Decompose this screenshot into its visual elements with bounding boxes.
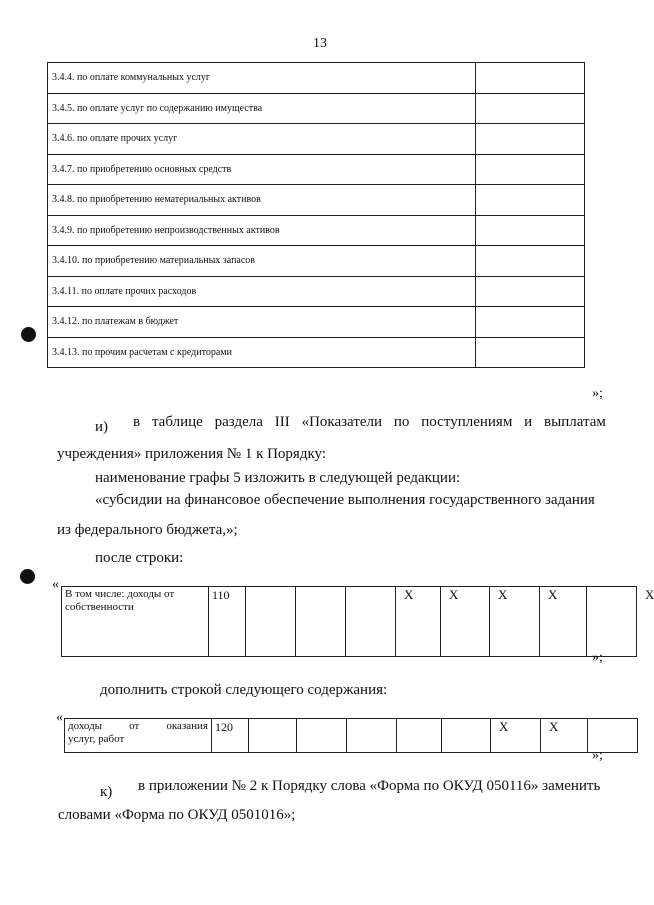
row-110-label: В том числе: доходы от собственности [62, 587, 209, 657]
word: в [133, 414, 141, 430]
table-row [48, 307, 585, 338]
row-label: 3.4.7. по приобретению основных средств [48, 154, 476, 185]
item-i-line4: «субсидии на финансовое обеспечение выполнения государственного задания [95, 492, 595, 508]
row-120-table [64, 718, 638, 753]
table-row [48, 337, 585, 368]
page-number: 13 [313, 36, 327, 51]
item-i-line1 [133, 412, 606, 432]
row-110-cell [246, 587, 296, 657]
word: и [524, 414, 533, 430]
table-row [48, 215, 585, 246]
row-value-cell [476, 63, 585, 94]
row-value-cell [476, 185, 585, 216]
supplement-line: дополнить строкой следующего содержания: [100, 682, 388, 698]
row-110-table: В том числе: доходы от собственности 110 X X X X X [61, 586, 637, 657]
row-120-cell [347, 719, 397, 753]
item-i-line5: из федерального бюджета,»; [57, 522, 238, 538]
row-110-cell: X [396, 587, 441, 657]
punch-hole-1 [21, 327, 36, 342]
row-110-cell: X [540, 587, 587, 657]
row-120-label-line1 [68, 720, 208, 733]
row-label: 3.4.11. по оплате прочих расходов [48, 276, 476, 307]
expenses-table [47, 62, 585, 368]
word: III [274, 414, 290, 430]
word: таблице [151, 414, 203, 430]
row-label: 3.4.12. по платежам в бюджет [48, 307, 476, 338]
table-row [48, 154, 585, 185]
item-k-marker: к) [100, 784, 113, 800]
label-word: от [129, 720, 140, 732]
row-label: 3.4.10. по приобретению материальных запасов [48, 246, 476, 277]
row-value-cell [476, 124, 585, 155]
closing-quote-1: »; [592, 386, 603, 401]
word: «Показатели [301, 414, 383, 430]
label-word: доходы [68, 720, 103, 732]
opening-quote-2: « [56, 710, 63, 725]
row-value-cell [476, 307, 585, 338]
row-value-cell [476, 154, 585, 185]
table-row [48, 246, 585, 277]
row-120-label-line2: услуг, работ [68, 733, 125, 745]
table-row [48, 124, 585, 155]
item-k-line2: словами «Форма по ОКУД 0501016»; [58, 807, 296, 823]
opening-quote-1: « [52, 577, 59, 592]
item-i-line3: наименование графы 5 изложить в следующей редакции: [95, 470, 461, 486]
closing-quote-2: »; [592, 650, 603, 665]
word: по [393, 414, 410, 430]
row-value-cell [476, 276, 585, 307]
row-120-cell [442, 719, 491, 753]
row-120-code: 120 [212, 719, 249, 753]
row-value-cell [476, 246, 585, 277]
row-label: 3.4.8. по приобретению нематериальных активов [48, 185, 476, 216]
item-i-marker: и) [95, 419, 109, 435]
row-120-cell: X [491, 719, 541, 753]
item-i-line2: учреждения» приложения № 1 к Порядку: [57, 446, 327, 462]
row-110-cell [346, 587, 396, 657]
table-row [48, 63, 585, 94]
table-row [48, 276, 585, 307]
row-label: 3.4.6. по оплате прочих услуг [48, 124, 476, 155]
closing-quote-3: »; [592, 748, 603, 763]
word: выплатам [544, 414, 606, 430]
word: поступлениям [421, 414, 513, 430]
row-label: 3.4.4. по оплате коммунальных услуг [48, 63, 476, 94]
row-120-label [65, 719, 212, 753]
row-value-cell [476, 215, 585, 246]
row-110-cell [296, 587, 346, 657]
row-120-cell: X [541, 719, 588, 753]
table-row [48, 93, 585, 124]
punch-hole-2 [20, 569, 35, 584]
item-k-line1: в приложении № 2 к Порядку слова «Форма по ОКУД 050116» заменить [138, 778, 601, 794]
item-i-line6: после строки: [95, 550, 184, 566]
row-110-cell: X [441, 587, 490, 657]
row-label: 3.4.5. по оплате услуг по содержанию имущества [48, 93, 476, 124]
row-value-cell [476, 337, 585, 368]
row-120-cell [249, 719, 297, 753]
row-value-cell [476, 93, 585, 124]
label-word: оказания [166, 720, 208, 732]
row-120-cell [397, 719, 442, 753]
row-110-code: 110 [209, 587, 246, 657]
row-label: 3.4.13. по прочим расчетам с кредиторами [48, 337, 476, 368]
word: раздела [214, 414, 263, 430]
row-120-cell [297, 719, 347, 753]
row-110-cell [587, 587, 637, 657]
row-110-cell: X [490, 587, 540, 657]
table-row [48, 185, 585, 216]
row-label: 3.4.9. по приобретению непроизводственных активов [48, 215, 476, 246]
